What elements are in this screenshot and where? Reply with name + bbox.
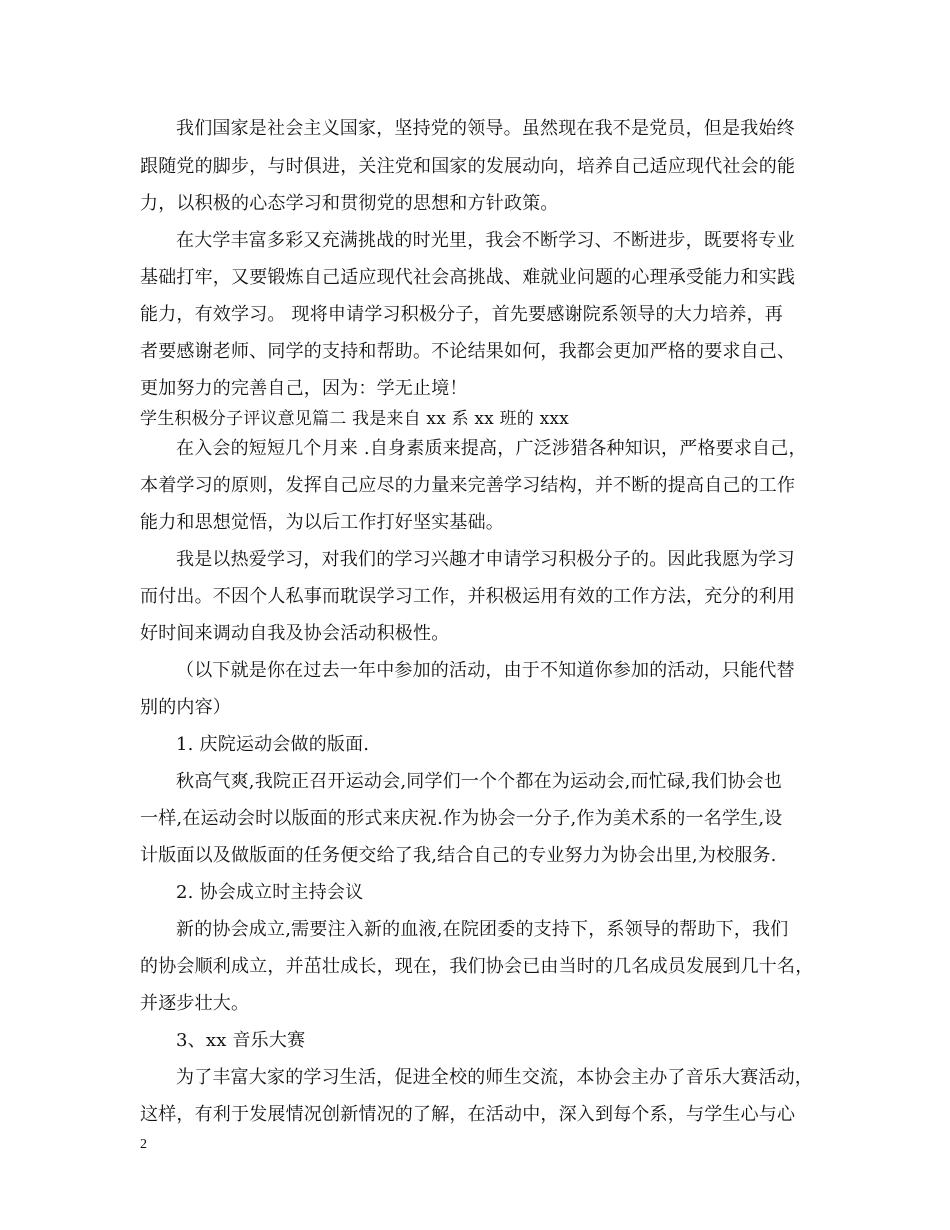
paragraph-line: 更加努力的完善自己，因为：学无止境！ <box>140 378 468 399</box>
paragraph-line: 这样，有利于发展情况创新情况的了解，在活动中，深入到每个系，与学生心与心 <box>140 1104 796 1125</box>
paragraph-line: 能力，有效学习。 现将申请学习积极分子，首先要感谢院系领导的大力培养，再 <box>140 304 783 325</box>
paragraph-line: 力，以积极的心态学习和贯彻党的思想和方针政策。 <box>140 193 559 214</box>
paragraph-line: 本着学习的原则，发挥自己应尽的力量来完善学习结构，并不断的提高自己的工作 <box>140 475 796 496</box>
paragraph-line: 我是以热爱学习，对我们的学习兴趣才申请学习积极分子的。因此我愿为学习 <box>176 549 795 570</box>
section-heading: 学生积极分子评议意见篇二 我是来自 xx 系 xx 班的 xxx <box>140 409 569 429</box>
paragraph-line: 新的协会成立,需要注入新的血液,在院团委的支持下，系领导的帮助下，我们 <box>176 919 789 940</box>
paragraph-line: （以下就是你在过去一年中参加的活动，由于不知道你参加的活动，只能代替 <box>176 660 795 681</box>
list-item-heading: 2. 协会成立时主持会议 <box>176 882 364 903</box>
paragraph-line: 的协会顺利成立，并茁壮成长，现在，我们协会已由当时的几名成员发展到几十名， <box>140 956 814 977</box>
paragraph-line: 在入会的短短几个月来 .自身素质来提高，广泛涉猎各种知识，严格要求自己， <box>176 438 807 459</box>
paragraph-line: 好时间来调动自我及协会活动积极性。 <box>140 623 450 644</box>
paragraph-line: 别的内容） <box>140 697 231 718</box>
paragraph-line: 计版面以及做版面的任务便交给了我,结合自己的专业努力为协会出里,为校服务. <box>140 845 777 866</box>
paragraph-line: 而付出。不因个人私事而耽误学习工作，并积极运用有效的工作方法，充分的利用 <box>140 586 796 607</box>
paragraph-line: 秋高气爽,我院正召开运动会,同学们一个个都在为运动会,而忙碌,我们协会也 <box>176 771 783 792</box>
paragraph-line: 我们国家是社会主义国家，坚持党的领导。虽然现在我不是党员，但是我始终 <box>176 118 795 139</box>
paragraph-line: 为了丰富大家的学习生活，促进全校的师生交流，本协会主办了音乐大赛活动， <box>176 1067 813 1088</box>
paragraph-line: 并逐步壮大。 <box>140 993 250 1014</box>
paragraph-line: 一样,在运动会时以版面的形式来庆祝.作为协会一分子,作为美术系的一名学生,设 <box>140 808 783 829</box>
list-item-heading: 1. 庆院运动会做的版面. <box>176 734 370 755</box>
paragraph-line: 能力和思想觉悟，为以后工作打好坚实基础。 <box>140 512 504 533</box>
page-number: 2 <box>140 1137 147 1152</box>
paragraph-line: 者要感谢老师、同学的支持和帮助。不论结果如何，我都会更加严格的要求自己、 <box>140 341 796 362</box>
paragraph-line: 跟随党的脚步，与时俱进，关注党和国家的发展动向，培养自己适应现代社会的能 <box>140 156 796 177</box>
list-item-heading: 3、xx 音乐大赛 <box>176 1030 306 1051</box>
paragraph-line: 基础打牢，又要锻炼自己适应现代社会高挑战、难就业问题的心理承受能力和实践 <box>140 267 796 288</box>
paragraph-line: 在大学丰富多彩又充满挑战的时光里，我会不断学习、不断进步，既要将专业 <box>176 230 795 251</box>
